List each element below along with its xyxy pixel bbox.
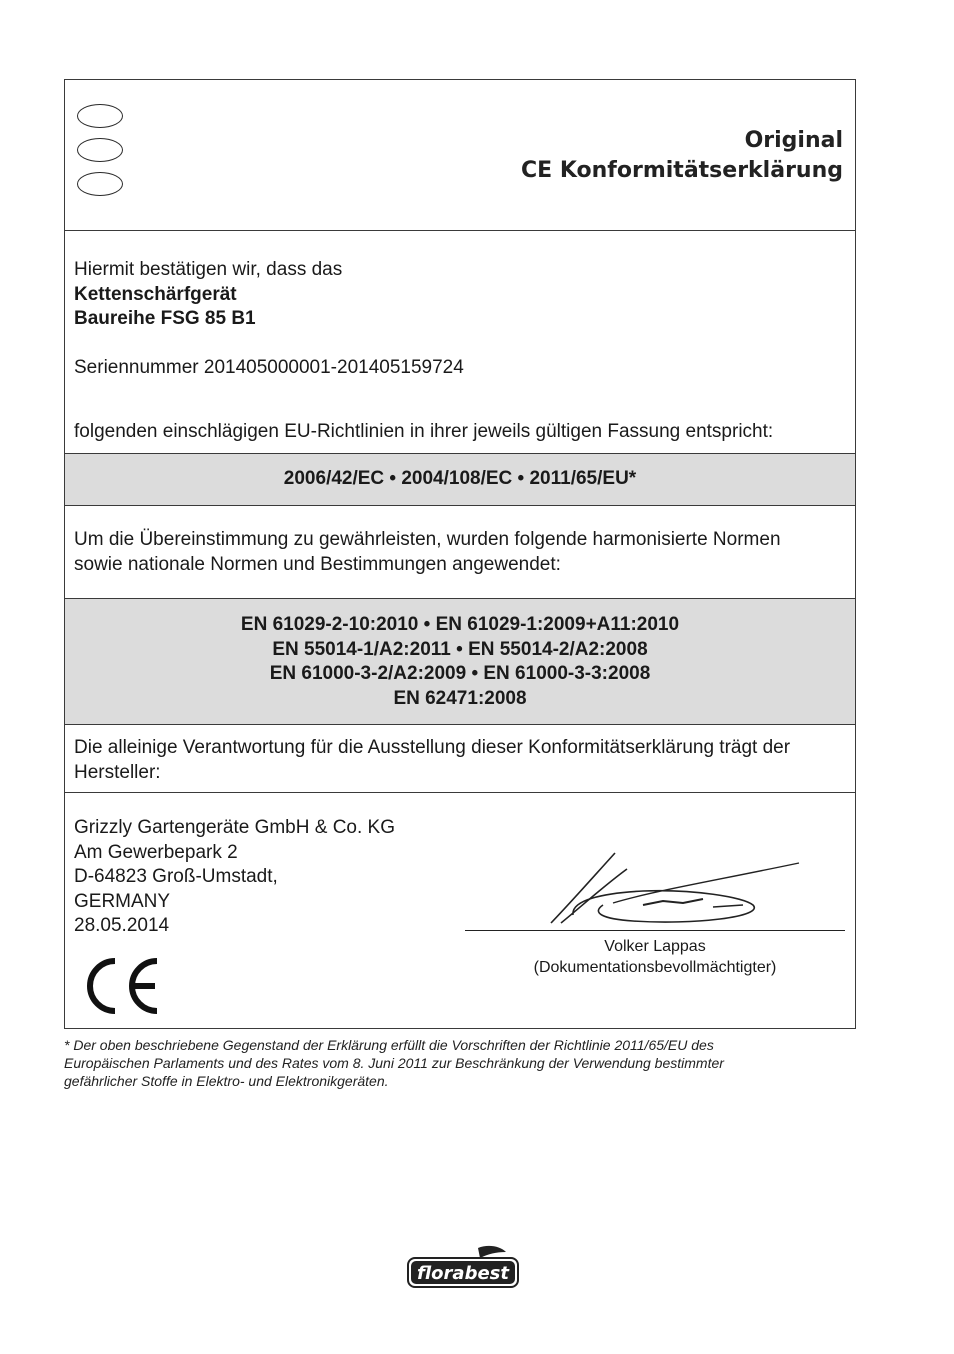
- signature-line: [465, 930, 845, 931]
- intro-line: Hiermit bestätigen wir, dass das: [74, 259, 343, 280]
- signatory: [465, 936, 845, 978]
- product-series: Baureihe FSG 85 B1: [74, 308, 256, 329]
- declaration-date: 28.05.2014: [74, 915, 170, 936]
- title-line-2: CE Konformitätserklärung: [521, 158, 843, 183]
- responsibility-line-2: Hersteller:: [74, 761, 161, 783]
- oval-3: [77, 172, 123, 196]
- footnote-line-1: * Der oben beschriebene Gegenstand der Erklärung erfüllt die Vorschriften der Richtlinie 2011/65/EU des: [64, 1037, 714, 1053]
- directives-box: [65, 453, 855, 506]
- norms-list: [65, 613, 855, 711]
- norm-line: EN 61029-2-10:2010 • EN 61029-1:2009+A11:2010: [240, 614, 680, 635]
- directives-list: 2006/42/EC • 2004/108/EC • 2011/65/EU*: [283, 468, 637, 489]
- norms-intro: [74, 528, 855, 577]
- ce-mark-icon: [77, 955, 163, 1017]
- footnote-line-3: gefährlicher Stoffe in Elektro- und Elektronikgeräten.: [64, 1073, 389, 1089]
- footnote-line-2: Europäischen Parlaments und des Rates vom 8. Juni 2011 zur Beschränkung der Verwendung bestimmter: [64, 1055, 724, 1071]
- signatory-role: (Dokumentationsbevollmächtigter): [533, 959, 777, 976]
- divider: [65, 230, 855, 231]
- norms-intro-line-2: sowie nationale Normen und Bestimmungen angewendet:: [74, 553, 561, 575]
- declaration-frame: [64, 79, 856, 1029]
- oval-2: [77, 138, 123, 162]
- signature-icon: [543, 845, 805, 927]
- manufacturer-city: D-64823 Groß-Umstadt,: [74, 866, 278, 887]
- manufacturer-country: GERMANY: [74, 890, 171, 912]
- serial-number: Seriennummer 201405000001-201405159724: [74, 357, 464, 378]
- signatory-name: Volker Lappas: [604, 938, 706, 955]
- intro-section: [74, 258, 855, 332]
- language-ovals: [77, 104, 123, 206]
- title-line-1: Original: [744, 128, 843, 153]
- norm-line: EN 55014-1/A2:2011 • EN 55014-2/A2:2008: [272, 638, 648, 660]
- directives-intro: folgenden einschlägigen EU-Richtlinien in ihrer jeweils gültigen Fassung entspricht:: [74, 421, 774, 442]
- norm-line: EN 62471:2008: [393, 687, 527, 709]
- page-title: [521, 126, 843, 186]
- manufacturer-name: Grizzly Gartengeräte GmbH & Co. KG: [74, 817, 395, 838]
- brand-name: florabest: [417, 1263, 509, 1284]
- norms-intro-line-1: Um die Übereinstimmung zu gewährleisten, wurden folgende harmonisierte Normen: [74, 529, 781, 550]
- manufacturer-street: Am Gewerbepark 2: [74, 841, 238, 863]
- oval-1: [77, 104, 123, 128]
- responsibility-line-1: Die alleinige Verantwortung für die Ausstellung dieser Konformitätserklärung trägt der: [74, 737, 791, 758]
- divider: [65, 792, 855, 793]
- norms-box: [65, 598, 855, 725]
- florabest-logo-icon: [406, 1244, 520, 1290]
- norm-line: EN 61000-3-2/A2:2009 • EN 61000-3-3:2008: [269, 663, 651, 684]
- responsibility-text: [74, 736, 855, 785]
- product-name: Kettenschärfgerät: [74, 283, 237, 305]
- footnote: [64, 1036, 864, 1090]
